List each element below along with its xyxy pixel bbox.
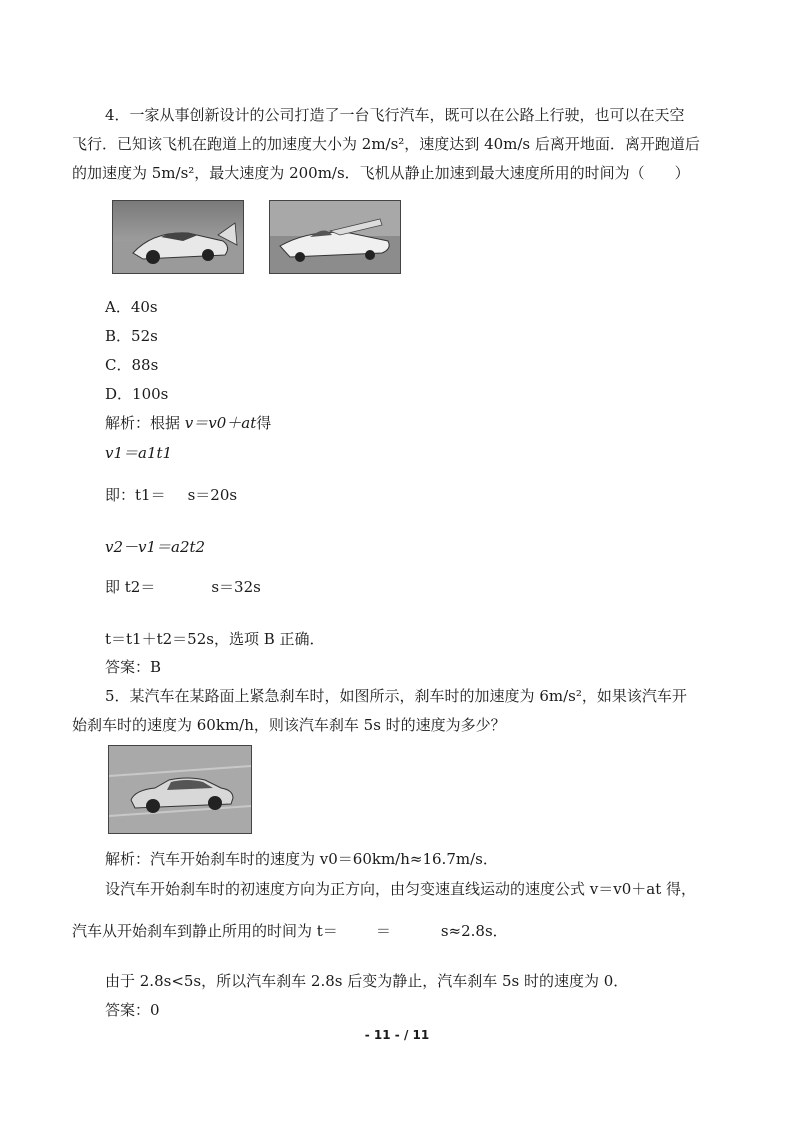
q4-formula-t2 [105,576,261,598]
q5-analysis-line2: 设汽车开始刹车时的初速度方向为正方向，由匀变速直线运动的速度公式 v＝v0＋at 得， [105,880,697,898]
q4-option-c: C．88s [105,356,159,374]
analysis-head-tail: 得 [256,414,272,432]
t2-prefix: 即 t2＝ [105,578,156,596]
q5-analysis-line1: 解析：汽车开始刹车时的速度为 v0＝60km/h≈16.7m/s． [105,850,498,868]
q5-stem-line1: 5．某汽车在某路面上紧急刹车时，如图所示，刹车时的加速度为 6m/s²，如果该汽车开 [105,687,687,705]
q4-image-flying-car-grass [269,200,401,274]
q4-stem-line1: 4．一家从事创新设计的公司打造了一台飞行汽车，既可以在公路上行驶，也可以在天空 [105,106,685,124]
t-result: s≈2.8s． [440,922,508,940]
q5-answer: 答案：0 [105,1001,160,1019]
q4-option-b: B．52s [105,327,158,345]
q4-formula-total: t＝t1＋t2＝52s，选项 B 正确． [105,630,325,648]
q4-analysis-head [105,412,271,434]
q4-stem-line3: 的加速度为 5m/s²，最大速度为 200m/s．飞机从静止加速到最大速度所用的时间为（ ） [72,164,690,182]
q4-image-flying-car-road [112,200,244,274]
t1-result: s＝20s [187,486,238,504]
q4-formula-v1: v1＝a1t1 [105,444,173,462]
t2-result: s＝32s [211,578,261,596]
q4-formula-v2: v2－v1＝a2t2 [105,538,206,556]
q4-option-d: D．100s [105,385,169,403]
q4-answer: 答案：B [105,658,162,676]
t-eq: ＝ [375,922,391,940]
q4-formula-t1 [105,484,237,506]
t-prefix: 汽车从开始刹车到静止所用的时间为 t＝ [72,922,338,940]
q4-stem-line2: 飞行．已知该飞机在跑道上的加速度大小为 2m/s²，速度达到 40m/s 后离开地面．离开跑道后 [72,135,700,153]
q5-analysis-line3 [72,920,508,942]
q5-analysis-line4: 由于 2.8s<5s，所以汽车刹车 2.8s 后变为静止，汽车刹车 5s 时的速度为 0． [105,972,629,990]
q4-option-a: A．40s [105,298,158,316]
t1-prefix: 即：t1＝ [105,486,166,504]
q5-stem-line2: 始刹车时的速度为 60km/h，则该汽车刹车 5s 时的速度为多少？ [72,716,506,734]
analysis-label: 解析：根据 [105,414,185,432]
formula-v-eq: v＝v0＋at [184,414,257,432]
q5-image-sedan-braking [108,745,252,834]
page-number: - 11 - / 11 [364,1028,430,1042]
